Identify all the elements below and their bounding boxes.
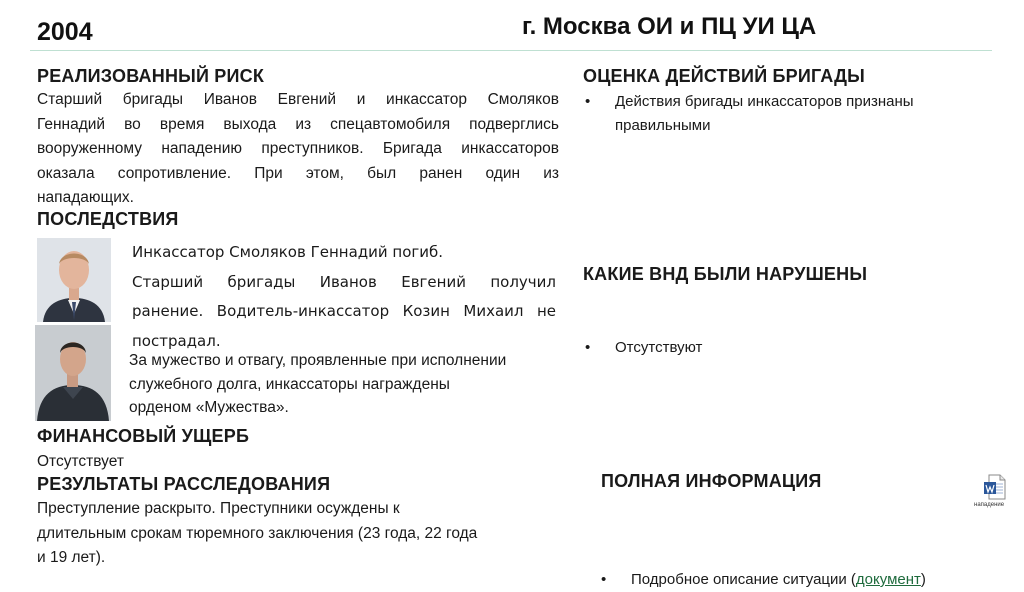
full-info-heading: ПОЛНАЯ ИНФОРМАЦИЯ [601,471,822,491]
risk-line: нападающих. [37,189,134,206]
consequences-line: Старший бригады Иванов Евгений получил [132,272,556,291]
consequences-line: Инкассатор Смоляков Геннадий погиб. [132,243,444,261]
award-line: служебного долга, инкассаторы награждены [129,375,450,393]
investigation-line: Преступление раскрыто. Преступники осуждены к [37,500,400,517]
consequences-text-b [129,349,559,420]
word-document-icon-graphic [984,474,1006,500]
year: 2004 [37,18,93,46]
financial-text: Отсутствует [37,453,124,470]
document-link[interactable]: документ [855,571,921,588]
portrait-photo-1 [37,238,111,322]
violations-heading: КАКИЕ ВНД БЫЛИ НАРУШЕНЫ [583,264,868,284]
investigation-line: и 19 лет). [37,549,106,566]
risk-line: Старший бригады Иванов Евгений и инкассатор Смоляков [37,91,559,108]
portrait-photo-2-image [35,325,111,421]
word-icon-caption: нападение [974,502,1005,508]
consequences-text-a [132,238,556,356]
full-info-suffix: ) [920,571,926,588]
risk-text [37,88,559,211]
risk-line: Геннадий во время выхода из спецавтомобиля подверглись [37,115,559,133]
violations-bullet: • Отсутствуют [583,336,1015,360]
header-divider [30,50,992,51]
assessment-bullet [583,90,1015,138]
award-line: орденом «Мужества». [129,399,289,416]
risk-line: оказала сопротивление. При этом, был ранен один из [37,164,559,182]
risk-heading: РЕАЛИЗОВАННЫЙ РИСК [37,66,265,86]
award-line: За мужество и отвагу, проявленные при исполнении [129,352,507,369]
risk-line: вооруженному нападению преступников. Бригада инкассаторов [37,140,559,157]
word-document-icon[interactable] [984,474,1006,500]
assessment-line: правильными [615,117,711,134]
full-info-bullet [599,568,1021,592]
consequences-heading: ПОСЛЕДСТВИЯ [37,209,179,229]
slide-title: г. Москва ОИ и ПЦ УИ ЦА [522,13,817,40]
portrait-photo-2 [35,325,111,421]
consequences-line: пострадал. [132,331,221,350]
full-info-prefix: Подробное описание ситуации ( [631,571,856,588]
assessment-heading: ОЦЕНКА ДЕЙСТВИЙ БРИГАДЫ [583,66,865,86]
investigation-heading: РЕЗУЛЬТАТЫ РАССЛЕДОВАНИЯ [37,474,331,494]
consequences-line: ранение. Водитель-инкассатор Козин Михаил не [132,302,556,320]
portrait-photo-1-image [37,238,111,322]
investigation-text [37,497,537,571]
assessment-line: • Действия бригады инкассаторов признаны [615,93,914,110]
financial-heading: ФИНАНСОВЫЙ УЩЕРБ [37,426,250,446]
investigation-line: длительным срокам тюремного заключения (23 года, 22 года [37,524,478,542]
